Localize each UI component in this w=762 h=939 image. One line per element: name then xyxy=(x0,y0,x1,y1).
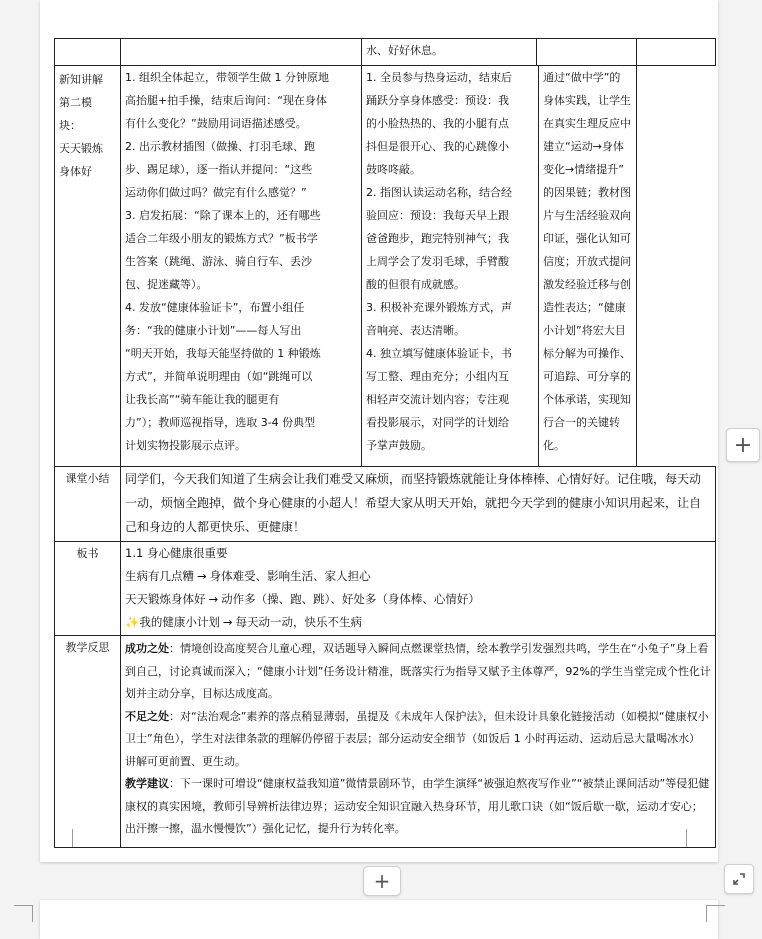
table-row-continued xyxy=(55,39,716,66)
add-block-button[interactable] xyxy=(726,428,760,462)
crop-mark-next-top-left xyxy=(14,905,33,922)
table-row-summary xyxy=(55,467,716,542)
crop-mark-next-top-right xyxy=(706,905,725,922)
continued-student-cell: 水、好好休息。 xyxy=(362,39,537,66)
board-line-2: 天天锻炼身体好 → 动作多（操、跑、跳）、好处多（身体棒、心情好） xyxy=(125,592,480,606)
arrow-right-icon: → xyxy=(222,615,233,629)
module2-label: 新知讲解 第二模 块： 天天锻炼 身体好 xyxy=(55,66,121,467)
table-row-module2 xyxy=(55,66,716,467)
reflection-label: 教学反思 xyxy=(55,636,121,848)
board-line-1: 生病有几点糟 → 身体难受、影响生活、家人担心 xyxy=(125,569,371,583)
collapse-icon xyxy=(732,872,746,886)
reflection-lack: 不足之处：对“法治观念”素养的落点稍显薄弱，虽提及《未成年人保护法》，但未设计具象化链接活动（如模拟“健康权小卫士”角色），学生对法律条款的理解仍停留于表层；部分运动安全细节（如饭后 1 小时再运动、运动后忌大量喝冰水）讲解可更前置、更生动。 xyxy=(125,709,709,768)
board-title: 1.1 身心健康很重要 xyxy=(125,546,228,560)
board-line-3: ✨我的健康小计划 → 每天动一动，快乐不生病 xyxy=(125,615,362,629)
design-intent-text: 通过“做中学”的 身体实践，让学生 在真实生理反应中 建立“运动→身体 变化→情绪提升” 的因果链；教材图 片与生活经验双向 印证，强化认知可 信度；开放式提问 激发经验迁移与创 造性表达；“健康 小计划”将宏大目 标分解为可操作、 可追踪、可分享的 个体承诺，实现知 行合一的关键转 化。 xyxy=(543,71,631,452)
student-activity-text: 1. 全员参与热身运动，结束后 踊跃分享身体感受：预设：我 的小脸热热的、我的小腿有点 抖但是很开心、我的心跳像小 鼓咚咚敲。 2. 指图认读运动名称，结合经 验回应：预设：我每天早上跟 爸爸跑步，跑完特别神气；我 上周学会了发羽毛球，手臂酸 酸的但很有成就感。 3. 积极补充课外锻炼方式，声 音响亮、表达清晰。 4. 独立填写健康体验证卡，书 写工整、理由充分；小组内互 相轻声交流计划内容；专注观 看投影展示，对同学的计划给 予掌声鼓励。 xyxy=(362,66,539,466)
plus-icon: + xyxy=(373,869,391,893)
reflection-advice: 教学建议：下一课时可增设“健康权益我知道”微情景剧环节，由学生演绎“被强迫熬夜写作业”“被禁止课间活动”等侵犯健康权的真实困境，教师引导辨析法律边界；运动安全知识宜融入热身环节，用儿歌口诀（如“饭后歇一歇，运动才安心；出汗擦一擦，温水慢慢饮”）强化记忆，提升行为转化率。 xyxy=(125,777,710,835)
collapse-view-button[interactable] xyxy=(724,864,754,894)
lesson-plan-table xyxy=(54,38,716,848)
student-activity-cell xyxy=(362,66,637,467)
table-row-board xyxy=(55,542,716,636)
summary-label: 课堂小结 xyxy=(55,467,121,542)
table-row-reflection xyxy=(55,636,716,848)
next-document-page xyxy=(40,900,718,939)
teacher-activity-cell: 1. 组织全体起立，带领学生做 1 分钟原地 高抬腿+拍手操，结束后询问：“现在身体 有什么变化？”鼓励用词语描述感受。 2. 出示教材插图（做操、打羽毛球、跑 步、踢足球），逐一指认并提问：“这些 运动你们做过吗？做完有什么感觉？” 3. 启发拓展：“除了课本上的，还有哪些 适合二年级小朋友的锻炼方式？”板书学 生答案（跳绳、游泳、骑自行车、丢沙 包、捉迷藏等）。 4. 发放“健康体验证卡”，布置小组任 务：“我的健康小计划”——每人写出 “明天开始，我每天能坚持做的 1 种锻炼 方式”，并简单说明理由（如“跳绳可以 让我长高”“骑车能让我的腿更有 力”）；教师巡视指导，选取 3-4 份典型 计划实物投影展示点评。 xyxy=(121,66,362,467)
board-content xyxy=(121,542,716,636)
arrow-right-icon: → xyxy=(208,592,219,606)
summary-text: 同学们，今天我们知道了生病会让我们难受又麻烦，而坚持锻炼就能让身体棒棒、心情好好。记住哦，每天动一动，烦恼全跑掉，做个身心健康的小超人！希望大家从明天开始，就把今天学到的健康小知识用起来，让自己和身边的人都更快乐、更健康！ xyxy=(121,467,716,542)
arrow-right-icon: → xyxy=(197,569,207,583)
reflection-content xyxy=(121,636,716,848)
plus-icon: + xyxy=(733,432,753,458)
reflection-success: 成功之处：情境创设高度契合儿童心理，双话题导入瞬间点燃课堂热情，绘本教学引发强烈共鸣，学生在“小兔子”身上看到自己，讨论真诚而深入；“健康小计划”任务设计精准，既落实行为指导又赋予主体尊严，92%的学生当堂完成个性化计划并主动分享，目标达成度高。 xyxy=(125,642,711,700)
sparkle-icon: ✨ xyxy=(125,615,140,629)
add-page-button[interactable] xyxy=(363,866,401,896)
board-label: 板书 xyxy=(55,542,121,636)
